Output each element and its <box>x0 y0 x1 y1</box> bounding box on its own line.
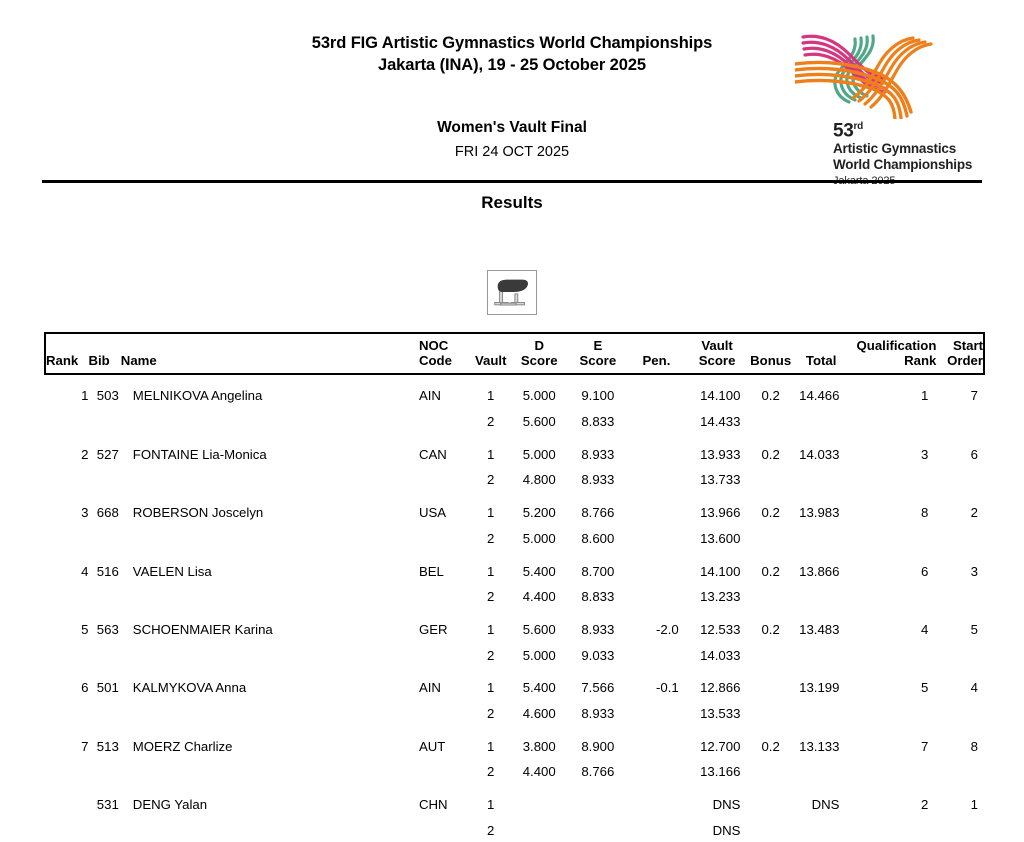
athlete-total: 13.133 <box>799 738 840 754</box>
vault-e-score: 8.766 <box>581 505 615 521</box>
athlete-bonus <box>748 645 792 667</box>
table-row <box>45 550 984 586</box>
vault-score: 14.033 <box>700 647 741 663</box>
athlete-bonus <box>748 667 792 703</box>
table-row <box>45 645 984 667</box>
vault-e-score <box>569 784 628 820</box>
athlete-noc-code <box>419 703 472 725</box>
start-order <box>936 703 984 725</box>
table-row <box>45 703 984 725</box>
start-order: 6 <box>970 446 978 462</box>
vault-d-score: 5.000 <box>522 388 556 404</box>
vault-number: 2 <box>487 822 495 838</box>
col-header-bonus: Bonus <box>748 333 792 374</box>
vault-penalty <box>627 703 686 725</box>
vault-score: 13.933 <box>700 446 741 462</box>
championship-logo <box>795 24 990 173</box>
table-header <box>45 333 984 374</box>
athlete-bib: 527 <box>96 446 119 462</box>
table-row <box>45 411 984 433</box>
athlete-bonus <box>748 784 792 820</box>
athlete-rank <box>45 645 88 667</box>
vault-number: 2 <box>487 647 495 663</box>
athlete-noc-code <box>419 761 472 783</box>
start-order <box>936 645 984 667</box>
vault-number: 2 <box>487 472 495 488</box>
table-header-row <box>45 333 984 374</box>
logo-line-2: World Championships <box>833 157 973 173</box>
results-table-container <box>44 332 985 842</box>
vault-e-score: 8.933 <box>581 621 615 637</box>
vault-number: 1 <box>487 388 495 404</box>
athlete-total: 13.866 <box>799 563 840 579</box>
athlete-noc-code: AIN <box>418 680 441 696</box>
logo-line-1: Artistic Gymnastics <box>833 141 956 157</box>
vault-penalty <box>627 645 686 667</box>
start-order <box>936 761 984 783</box>
athlete-noc-code: USA <box>418 505 447 521</box>
vault-score: 13.533 <box>700 706 741 722</box>
results-table <box>44 332 985 842</box>
vault-e-score: 9.033 <box>581 647 615 663</box>
qualification-rank <box>849 761 936 783</box>
athlete-bib <box>88 586 120 608</box>
col-header-e-score <box>569 333 628 374</box>
col-header-e-line1: E <box>593 338 603 353</box>
athlete-name <box>121 703 419 725</box>
athlete-total: 13.199 <box>799 680 840 696</box>
table-row <box>45 586 984 608</box>
vault-score: 13.600 <box>700 530 741 546</box>
logo-edition-suffix: rd <box>853 121 863 132</box>
vault-number: 1 <box>487 680 495 696</box>
vault-score: 14.100 <box>700 388 741 404</box>
athlete-bonus: 0.2 <box>761 738 780 754</box>
athlete-bonus <box>748 469 792 491</box>
col-header-d-score <box>510 333 569 374</box>
athlete-name <box>121 586 419 608</box>
vault-e-score: 8.833 <box>581 414 615 429</box>
athlete-rank <box>45 528 88 550</box>
athlete-rank: 1 <box>81 388 89 404</box>
athlete-bonus: 0.2 <box>761 563 780 579</box>
athlete-noc-code <box>419 411 472 433</box>
athlete-bonus: 0.2 <box>761 505 780 521</box>
athlete-total <box>793 469 850 491</box>
vault-e-score: 8.700 <box>581 563 615 579</box>
vault-score: 13.966 <box>700 505 741 521</box>
col-header-d-line1: D <box>534 338 544 353</box>
athlete-name <box>121 528 419 550</box>
athlete-rank: 7 <box>81 738 89 754</box>
vault-penalty <box>627 725 686 761</box>
vault-d-score: 4.400 <box>522 764 556 780</box>
vault-penalty <box>627 433 686 469</box>
vault-score: 13.733 <box>700 472 741 488</box>
qualification-rank: 3 <box>921 446 929 462</box>
vault-d-score: 4.400 <box>522 589 556 605</box>
vault-number: 1 <box>487 563 495 579</box>
athlete-bonus <box>748 761 792 783</box>
athlete-noc-code: AIN <box>418 388 441 404</box>
athlete-name <box>121 469 419 491</box>
athlete-total <box>793 820 850 842</box>
athlete-bonus: 0.2 <box>761 621 780 637</box>
athlete-bib <box>88 820 120 842</box>
athlete-total: 13.483 <box>799 621 840 637</box>
athlete-name: DENG Yalan <box>132 797 208 813</box>
athlete-bib: 503 <box>96 388 119 404</box>
athlete-rank: 6 <box>81 680 89 696</box>
col-header-d-line2: Score <box>520 353 558 368</box>
vault-score: 12.700 <box>700 738 741 754</box>
vault-number: 2 <box>487 706 495 722</box>
athlete-rank: 3 <box>81 505 89 521</box>
vault-d-score: 5.000 <box>522 530 556 546</box>
athlete-total <box>793 586 850 608</box>
start-order <box>936 820 984 842</box>
header-divider <box>42 180 982 183</box>
athlete-name <box>121 820 419 842</box>
qualification-rank <box>849 411 936 433</box>
vault-e-score: 8.833 <box>581 589 615 605</box>
col-header-bib: Bib <box>88 333 120 374</box>
start-order: 5 <box>970 621 978 637</box>
athlete-noc-code: CAN <box>418 446 447 462</box>
start-order: 3 <box>970 563 978 579</box>
start-order: 8 <box>970 738 978 754</box>
start-order <box>936 411 984 433</box>
athlete-noc-code: CHN <box>418 797 448 813</box>
col-header-name: Name <box>121 333 419 374</box>
col-header-qual-line1: Qualification <box>856 338 937 353</box>
table-row <box>45 433 984 469</box>
competition-venue-dates: Jakarta (INA), 19 - 25 October 2025 <box>378 56 646 74</box>
table-row <box>45 784 984 820</box>
start-order <box>936 469 984 491</box>
athlete-total: DNS <box>811 797 840 813</box>
athlete-name <box>121 761 419 783</box>
competition-title: 53rd FIG Artistic Gymnastics World Championships <box>311 34 713 52</box>
vault-d-score <box>510 784 569 820</box>
vault-score: 12.866 <box>700 680 741 696</box>
athlete-rank <box>45 586 88 608</box>
col-header-penalty: Pen. <box>627 333 686 374</box>
table-row <box>45 469 984 491</box>
vault-d-score: 5.200 <box>522 505 556 521</box>
start-order <box>936 586 984 608</box>
athlete-total <box>793 645 850 667</box>
col-header-qual-line2: Rank <box>904 353 937 368</box>
athlete-total: 14.466 <box>799 388 840 404</box>
vault-penalty <box>627 528 686 550</box>
vault-penalty <box>627 586 686 608</box>
logo-text-block <box>833 116 993 189</box>
athlete-name: MELNIKOVA Angelina <box>132 388 263 404</box>
athlete-noc-code <box>419 528 472 550</box>
athlete-name: ROBERSON Joscelyn <box>132 505 264 521</box>
athlete-total <box>793 411 850 433</box>
vault-d-score <box>510 820 569 842</box>
athlete-rank <box>45 820 88 842</box>
athlete-noc-code <box>419 820 472 842</box>
vault-e-score: 8.900 <box>581 738 615 754</box>
athlete-total: 13.983 <box>799 505 840 521</box>
vault-number: 2 <box>487 589 495 605</box>
vault-number: 1 <box>487 621 495 637</box>
col-header-start-line1: Start <box>952 338 983 353</box>
vault-e-score: 9.100 <box>581 388 615 404</box>
athlete-total <box>793 528 850 550</box>
vault-d-score: 5.000 <box>522 647 556 663</box>
qualification-rank: 8 <box>921 505 929 521</box>
qualification-rank <box>849 528 936 550</box>
athlete-total <box>793 761 850 783</box>
athlete-noc-code: GER <box>418 621 448 637</box>
vault-penalty <box>627 784 686 820</box>
vault-penalty <box>627 761 686 783</box>
athlete-bonus <box>748 586 792 608</box>
athlete-rank <box>45 469 88 491</box>
athlete-bib <box>88 761 120 783</box>
vault-d-score: 4.600 <box>522 706 556 722</box>
section-title: Results <box>481 193 543 212</box>
vault-score: DNS <box>712 797 741 813</box>
start-order: 7 <box>970 388 978 404</box>
athlete-bib <box>88 645 120 667</box>
vault-penalty <box>627 550 686 586</box>
athlete-total: 14.033 <box>799 446 840 462</box>
table-row <box>45 761 984 783</box>
vault-table-glyph <box>488 271 536 314</box>
table-row <box>45 667 984 703</box>
table-row <box>45 528 984 550</box>
vault-d-score: 3.800 <box>522 738 556 754</box>
athlete-rank <box>45 784 88 820</box>
table-body <box>45 374 984 842</box>
athlete-total <box>793 703 850 725</box>
vault-d-score: 5.400 <box>522 563 556 579</box>
qualification-rank <box>849 645 936 667</box>
table-row <box>45 492 984 528</box>
athlete-rank <box>45 411 88 433</box>
vault-score: 12.533 <box>700 621 741 637</box>
vault-penalty <box>627 411 686 433</box>
qualification-rank: 6 <box>921 563 929 579</box>
athlete-name: SCHOENMAIER Karina <box>132 621 273 637</box>
col-header-noc-line2: Code <box>418 353 452 368</box>
athlete-name: KALMYKOVA Anna <box>132 680 247 696</box>
start-order: 2 <box>970 505 978 521</box>
qualification-rank: 7 <box>921 738 929 754</box>
col-header-vs-line1: Vault <box>701 338 733 353</box>
vault-penalty: -2.0 <box>656 621 679 637</box>
vault-penalty <box>627 374 686 411</box>
athlete-rank <box>45 703 88 725</box>
athlete-bib <box>88 411 120 433</box>
logo-ribbon-icon <box>795 24 990 119</box>
athlete-bib: 531 <box>96 797 119 813</box>
col-header-start-order <box>936 333 984 374</box>
athlete-rank: 5 <box>81 621 89 637</box>
qualification-rank <box>849 703 936 725</box>
vault-d-score: 4.800 <box>522 472 556 488</box>
athlete-bib <box>88 469 120 491</box>
vault-number: 1 <box>487 446 495 462</box>
vault-e-score <box>569 820 628 842</box>
vault-e-score: 8.766 <box>581 764 615 780</box>
vault-e-score: 8.933 <box>581 472 615 488</box>
col-header-noc-code <box>419 333 472 374</box>
vault-e-score: 8.933 <box>581 706 615 722</box>
athlete-bonus: 0.2 <box>761 388 780 404</box>
qualification-rank <box>849 586 936 608</box>
vault-score: 14.100 <box>700 563 741 579</box>
vault-number: 2 <box>487 414 495 429</box>
vault-d-score: 5.400 <box>522 680 556 696</box>
table-row <box>45 820 984 842</box>
col-header-qualification-rank <box>849 333 936 374</box>
athlete-name: FONTAINE Lia-Monica <box>132 446 267 462</box>
col-header-start-line2: Order <box>947 353 983 368</box>
vault-d-score: 5.600 <box>522 414 556 429</box>
vault-score: DNS <box>712 822 741 838</box>
athlete-noc-code: AUT <box>418 738 446 754</box>
vault-number: 1 <box>487 797 495 813</box>
vault-d-score: 5.000 <box>522 446 556 462</box>
qualification-rank <box>849 820 936 842</box>
event-date: FRI 24 OCT 2025 <box>454 144 570 160</box>
athlete-bonus: 0.2 <box>761 446 780 462</box>
table-row <box>45 374 984 411</box>
athlete-rank: 4 <box>81 563 89 579</box>
table-row <box>45 609 984 645</box>
vault-penalty <box>627 820 686 842</box>
col-header-vs-line2: Score <box>698 353 736 368</box>
vault-number: 2 <box>487 530 495 546</box>
athlete-name <box>121 411 419 433</box>
col-header-rank: Rank <box>45 333 88 374</box>
vault-penalty: -0.1 <box>656 680 679 696</box>
qualification-rank <box>849 469 936 491</box>
event-title: Women's Vault Final <box>437 119 587 136</box>
athlete-bonus <box>748 820 792 842</box>
vault-penalty <box>627 469 686 491</box>
vault-e-score: 8.600 <box>581 530 615 546</box>
vault-score: 13.233 <box>700 589 741 605</box>
qualification-rank: 4 <box>921 621 929 637</box>
col-header-total: Total <box>793 333 850 374</box>
start-order: 1 <box>970 797 978 813</box>
vault-number: 2 <box>487 764 495 780</box>
col-header-e-line2: Score <box>579 353 617 368</box>
start-order <box>936 528 984 550</box>
athlete-rank: 2 <box>81 446 89 462</box>
athlete-bonus <box>748 703 792 725</box>
athlete-bonus <box>748 411 792 433</box>
logo-edition-number: 53 <box>833 120 854 142</box>
athlete-bib <box>88 703 120 725</box>
athlete-bonus <box>748 528 792 550</box>
athlete-noc-code: BEL <box>418 563 444 579</box>
vault-number: 1 <box>487 505 495 521</box>
table-row <box>45 725 984 761</box>
vault-score: 13.166 <box>700 764 741 780</box>
logo-edition <box>833 116 993 141</box>
athlete-bib: 513 <box>96 738 119 754</box>
qualification-rank: 2 <box>921 797 929 813</box>
athlete-bib: 501 <box>96 680 119 696</box>
athlete-name <box>121 645 419 667</box>
qualification-rank: 5 <box>921 680 929 696</box>
vault-e-score: 7.566 <box>581 680 615 696</box>
athlete-noc-code <box>419 645 472 667</box>
col-header-vault: Vault <box>472 333 510 374</box>
qualification-rank: 1 <box>921 388 929 404</box>
start-order: 4 <box>970 680 978 696</box>
vault-d-score: 5.600 <box>522 621 556 637</box>
athlete-bib: 563 <box>96 621 119 637</box>
athlete-bib <box>88 528 120 550</box>
athlete-rank <box>45 761 88 783</box>
vault-e-score: 8.933 <box>581 446 615 462</box>
athlete-name: MOERZ Charlize <box>132 738 233 754</box>
athlete-noc-code <box>419 586 472 608</box>
athlete-bib: 516 <box>96 563 119 579</box>
athlete-name: VAELEN Lisa <box>132 563 212 579</box>
vault-apparatus-icon <box>487 270 537 315</box>
athlete-bib: 668 <box>96 505 119 521</box>
col-header-noc-line1: NOC <box>418 338 449 353</box>
col-header-vault-score <box>686 333 749 374</box>
vault-penalty <box>627 492 686 528</box>
vault-number: 1 <box>487 738 495 754</box>
athlete-noc-code <box>419 469 472 491</box>
vault-score: 14.433 <box>700 414 741 429</box>
